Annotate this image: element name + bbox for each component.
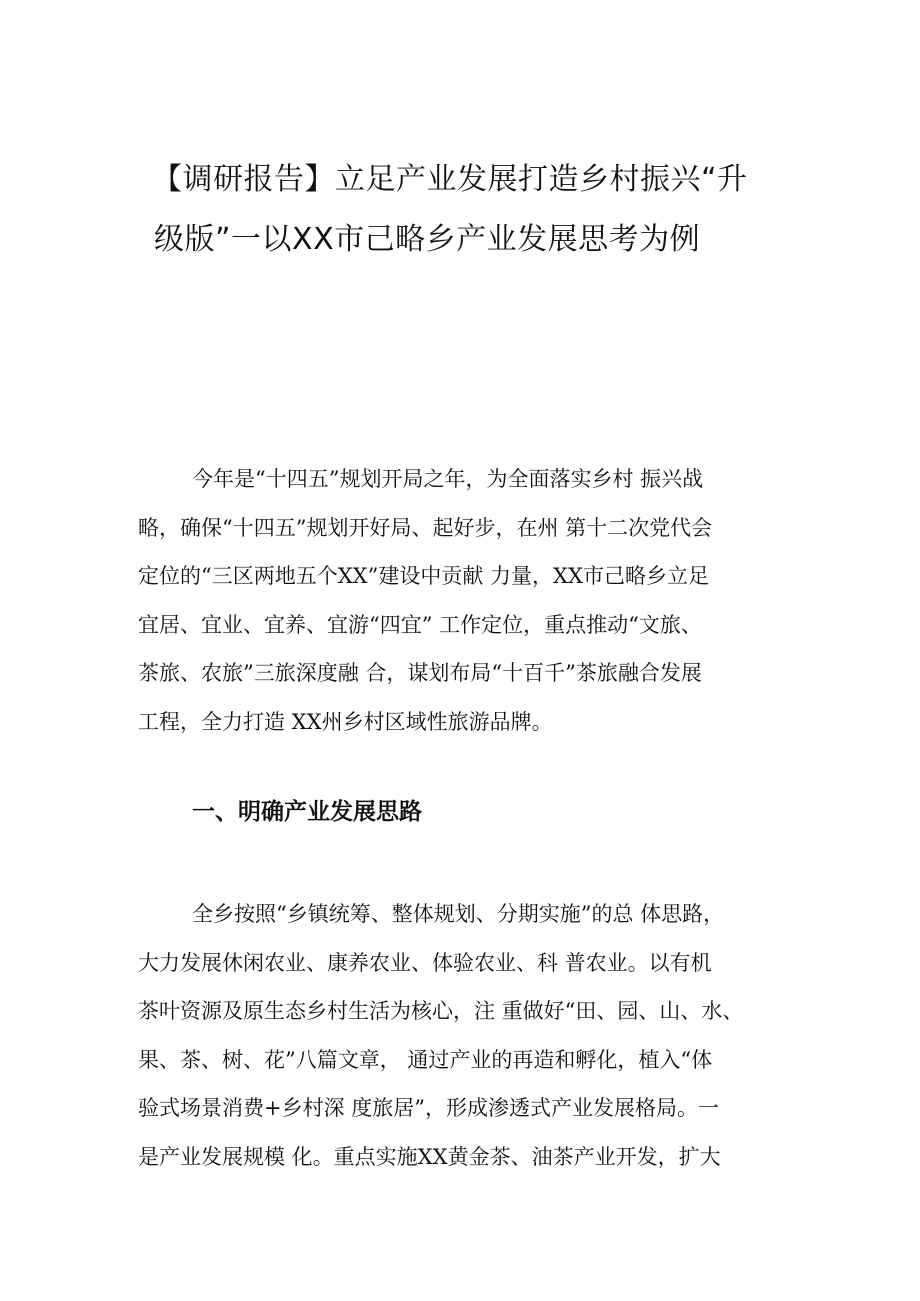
intro-line-3: 定位的“三区两地五个XX”建设中贡献 力量，XX市己略乡立足	[138, 564, 709, 588]
section1-paragraph	[138, 890, 790, 1181]
intro-paragraph	[138, 455, 790, 746]
section1-line-5: 验式场景消费+乡村深 度旅居”，形成渗透式产业发展格局。一	[138, 1096, 720, 1120]
section1-line-6: 是产业发展规模 化。重点实施XX黄金茶、油茶产业开发，扩大	[138, 1144, 721, 1169]
section-heading-1: 一、明确产业发展思路	[192, 799, 422, 825]
intro-line-1: 今年是“十四五”规划开局之年，为全面落实乡村 振兴战	[192, 467, 704, 491]
section1-line-2: 大力发展休闲农业、康养农业、体验农业、科 普农业。以有机	[138, 950, 712, 975]
document-title	[152, 150, 812, 270]
intro-line-6: 工程，全力打造 XX州乡村区域性旅游品牌。	[138, 709, 553, 734]
section1-line-4: 果、茶、树、花”八篇文章， 通过产业的再造和孵化，植入“体	[138, 1047, 713, 1072]
title-line-2: 级版”一以XX市己略乡产业发展思考为例	[154, 222, 701, 257]
section1-line-3: 茶叶资源及原生态乡村生活为核心，注 重做好“田、园、山、水、	[138, 999, 744, 1023]
intro-line-2: 略，确保“十四五”规划开好局、起好步，在州 第十二次党代会	[138, 515, 713, 540]
title-line-1: 【调研报告】立足产业发展打造乡村振兴“升	[152, 162, 748, 197]
intro-line-4: 宜居、宜业、宜养、宜游“四宜” 工作定位，重点推动“文旅、	[138, 612, 702, 637]
intro-line-5: 茶旅、农旅”三旅深度融 合，谋划布局“十百千”茶旅融合发展	[138, 661, 702, 685]
section1-line-1: 全乡按照“乡镇统筹、整体规划、分期实施”的总 体思路，	[192, 902, 725, 926]
